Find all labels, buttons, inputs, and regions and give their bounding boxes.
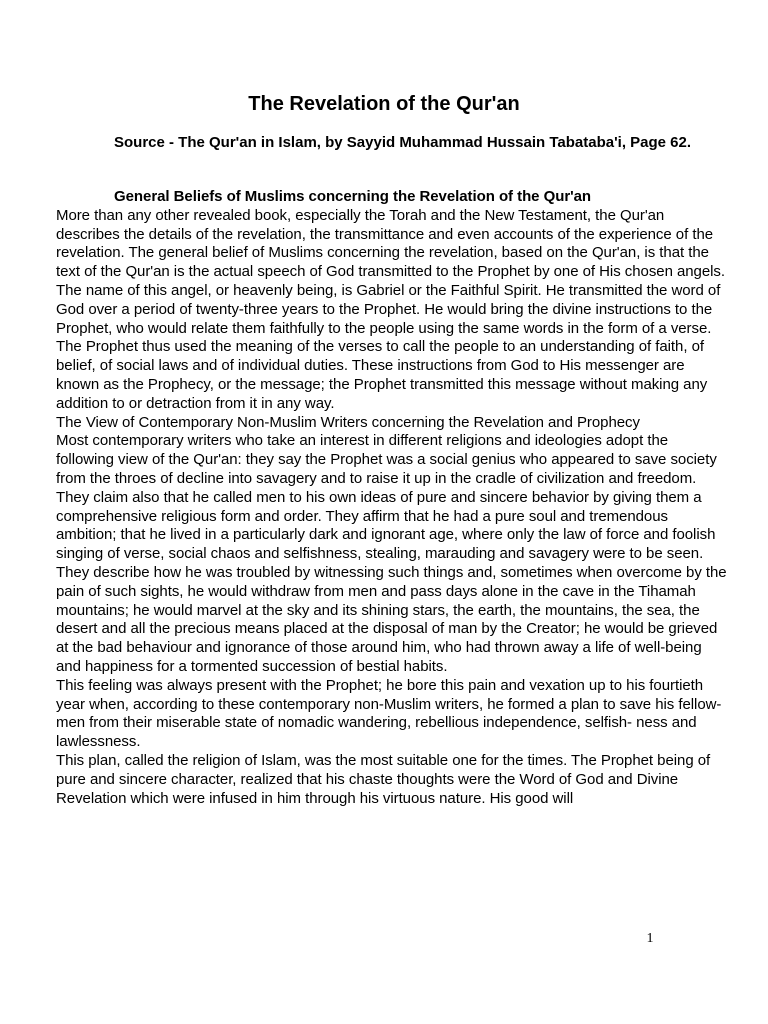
paragraph: This feeling was always present with the Prophet; he bore this pain and vexation up to his fourtieth year when, according to these contemporary non-Muslim writers, he formed a plan to save his fellow-men from their miserable state of nomadic wandering, rebellious independence, selfish- ness and lawlessness. — [56, 676, 722, 751]
paragraph: More than any other revealed book, especially the Torah and the New Testament, the Qur'an describes the details of the revelation, the transmittance and even accounts of the experience of the revelation. The general belief of Muslims concerning the revelation, based on the Qur'an, is that the text of the Qur'an is the actual speech of God transmitted to the Prophet by one of His chosen angels. — [56, 206, 725, 281]
paragraph: This plan, called the religion of Islam, was the most suitable one for the times. The Prophet being of pure and sincere character, realized that his chaste thoughts were the Word of God and Divine Revelation which were infused in him through his virtuous nature. His good will — [56, 751, 711, 807]
document-title: The Revelation of the Qur'an — [248, 93, 520, 115]
document-body — [56, 188, 728, 808]
page-number: 1 — [646, 931, 654, 946]
paragraph: They describe how he was troubled by witnessing such things and, sometimes when overcome by the pain of such sights, he would withdraw from men and pass days alone in the cave in the Tihamah mountains; he would marvel at the sky and its shining stars, the earth, the mountains, the sea, the desert and all the precious means placed at the disposal of man by the Creator; he would be grieved at the bad behaviour and ignorance of those around him, who had thrown away a life of well-being and happiness for a tormented succession of bestial habits. — [56, 563, 727, 675]
paragraph: The Prophet thus used the meaning of the verses to call the people to an understanding of faith, of belief, of social laws and of individual duties. These instructions from God to His messenger are known as the Prophecy, or the message; the Prophet transmitted this message without making any addition to or detraction from it in any way. — [56, 338, 708, 412]
subsection-heading: The View of Contemporary Non-Muslim Writers concerning the Revelation and Prophecy — [56, 413, 640, 431]
paragraph: The name of this angel, or heavenly being, is Gabriel or the Faithful Spirit. He transmitted the word of God over a period of twenty-three years to the Prophet. He would bring the divine instructions to the Prophet, who would relate them faithfully to the people using the same words in the form of a verse. — [56, 281, 721, 337]
paragraph: Most contemporary writers who take an interest in different religions and ideologies adopt the following view of the Qur'an: they say the Prophet was a social genius who appeared to save society from the throes of decline into savagery and to raise it up in the cradle of civilization and freedom. They claim also that he called men to his own ideas of pure and sincere behavior by giving them a comprehensive religious form and order. They affirm that he had a pure soul and tremendous ambition; that he lived in a particularly dark and ignorant age, where only the law of force and foolish singing of verse, social chaos and selfishness, stealing, marauding and savagery were to be seen. — [56, 432, 717, 563]
source-citation: Source - The Qur'an in Islam, by Sayyid Muhammad Hussain Tabataba'i, Page 62. — [114, 134, 692, 151]
section-heading: General Beliefs of Muslims concerning the Revelation of the Qur'an — [114, 188, 592, 205]
